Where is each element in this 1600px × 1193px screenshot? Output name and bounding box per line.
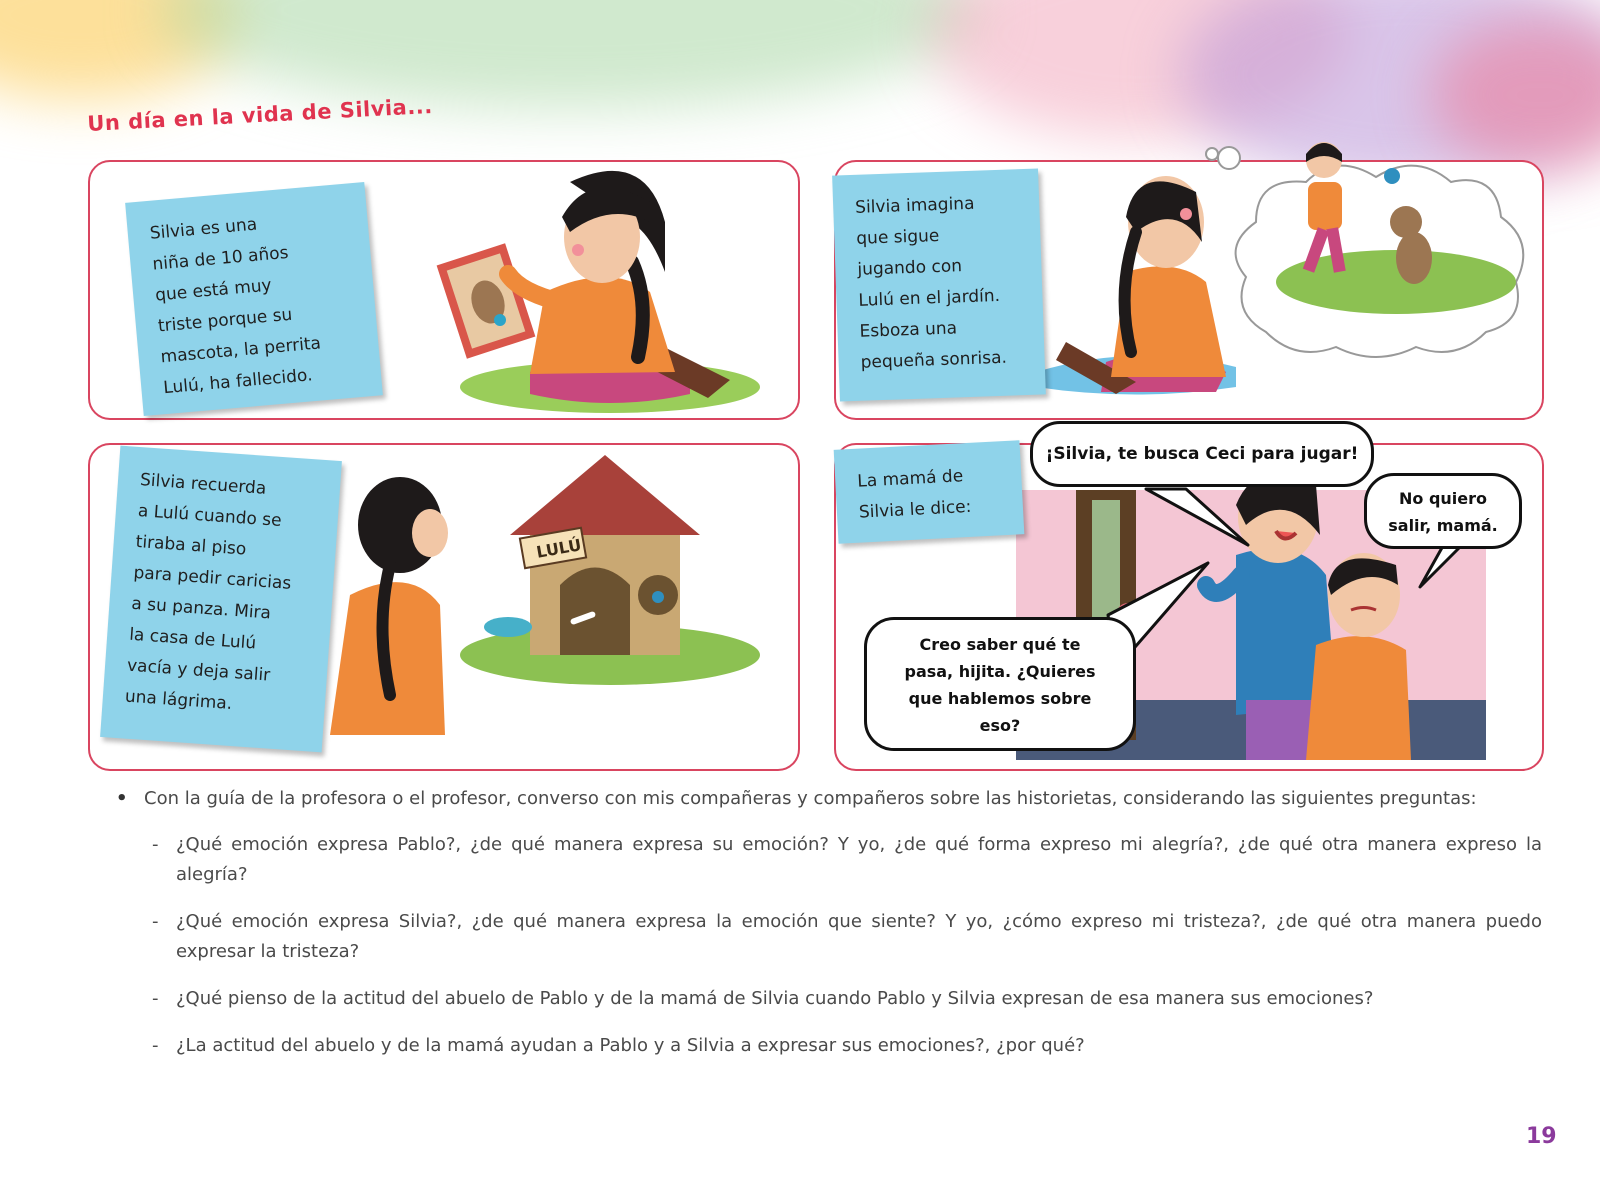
page-number: 19 [1526,1124,1557,1149]
page-title: Un día en la vida de Silvia... [86,93,434,136]
comic-panel-3 [88,443,800,771]
caption-note: Silvia es una niña de 10 años que está muy triste porque su mascota, la perrita Lulú, ha fallecido. [125,182,383,416]
list-item [152,907,1542,967]
question-text: ¿Qué emoción expresa Pablo?, ¿de qué manera expresa su emoción? Y yo, ¿de qué forma expreso mi alegría?, ¿de qué otra manera expreso la alegría? [176,834,1542,885]
caption-note: Silvia recuerda a Lulú cuando se tiraba al piso para pedir caricias a su panza. Mira la casa de Lulú vacía y deja salir una lágrima. [100,446,342,753]
doghouse-sign: LULÚ [534,535,583,562]
question-text: ¿Qué emoción expresa Silvia?, ¿de qué manera expresa la emoción que siente? Y yo, ¿cómo expreso mi tristeza?, ¿de qué otra manera puedo expresar la tristeza? [176,911,1542,962]
list-item [152,984,1542,1014]
dash-marker: - [152,988,159,1009]
dash-marker: - [152,911,159,932]
question-text: ¿Qué pienso de la actitud del abuelo de Pablo y de la mamá de Silvia cuando Pablo y Silvia expresan de esa manera sus emociones? [176,988,1374,1009]
list-item [152,830,1542,890]
caption-note: Silvia imagina que sigue jugando con Lulú en el jardín. Esboza una pequeña sonrisa. [832,168,1046,401]
activity-intro [116,786,1542,812]
question-text: ¿La actitud del abuelo y de la mamá ayudan a Pablo y a Silvia a expresar sus emociones?, ¿por qué? [176,1035,1085,1056]
caption-note: La mamá de Silvia le dice: [834,440,1025,544]
watercolor-wash [160,0,980,110]
speech-bubble-mother: ¡Silvia, te busca Ceci para jugar! [1030,421,1374,487]
question-list [152,830,1542,1061]
activity-intro-text: Con la guía de la profesora o el profesor, converso con mis compañeras y compañeros sobre las historietas, considerando las siguientes preguntas: [144,788,1477,809]
comic-panel-1 [88,160,800,420]
dash-marker: - [152,834,159,855]
speech-bubble-silvia: No quiero salir, mamá. [1364,473,1522,549]
comic-panel-2 [834,160,1544,420]
bullet-icon: • [116,788,128,809]
comic-panel-4 [834,443,1544,771]
speech-bubble-mother-question: Creo saber qué te pasa, hijita. ¿Quieres que hablemos sobre eso? [864,617,1136,751]
activity-section [116,786,1542,1078]
list-item [152,1031,1542,1061]
dash-marker: - [152,1035,159,1056]
